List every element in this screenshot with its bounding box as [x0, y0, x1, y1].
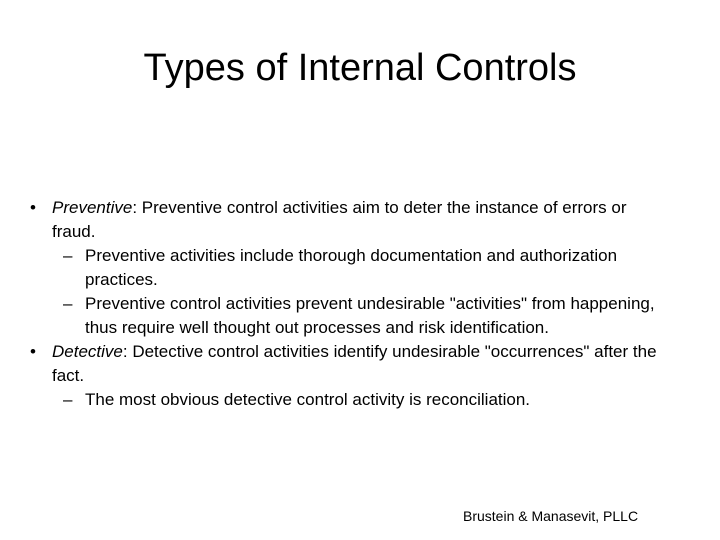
sub-bullet-text: Preventive control activities prevent undesirable "activities" from happening, thus require well thought out processes and risk identification.: [85, 294, 655, 337]
bullet-detective: [30, 340, 670, 388]
sub-bullet-marker: –: [63, 246, 73, 265]
sub-bullet-text: The most obvious detective control activity is reconciliation.: [85, 390, 531, 409]
bullet-term: Detective: [52, 342, 123, 361]
footer-credit: Brustein & Manasevit, PLLC: [463, 508, 639, 524]
slide-body: [30, 196, 670, 412]
sub-bullet: [63, 292, 670, 340]
bullet-text: : Detective control activities identify undesirable "occurrences" after the fact.: [52, 342, 657, 385]
bullet-preventive: [30, 196, 670, 244]
sub-bullet-text: Preventive activities include thorough documentation and authorization practices.: [85, 246, 618, 289]
bullet-marker: •: [30, 342, 36, 361]
bullet-term: Preventive: [52, 198, 133, 217]
bullet-text: : Preventive control activities aim to deter the instance of errors or fraud.: [52, 198, 627, 241]
sub-bullet: [63, 244, 670, 292]
sub-bullet: [63, 388, 670, 412]
sub-bullet-marker: –: [63, 390, 73, 409]
bullet-marker: •: [30, 198, 36, 217]
slide-title: Types of Internal Controls: [143, 47, 577, 89]
sub-bullet-marker: –: [63, 294, 73, 313]
